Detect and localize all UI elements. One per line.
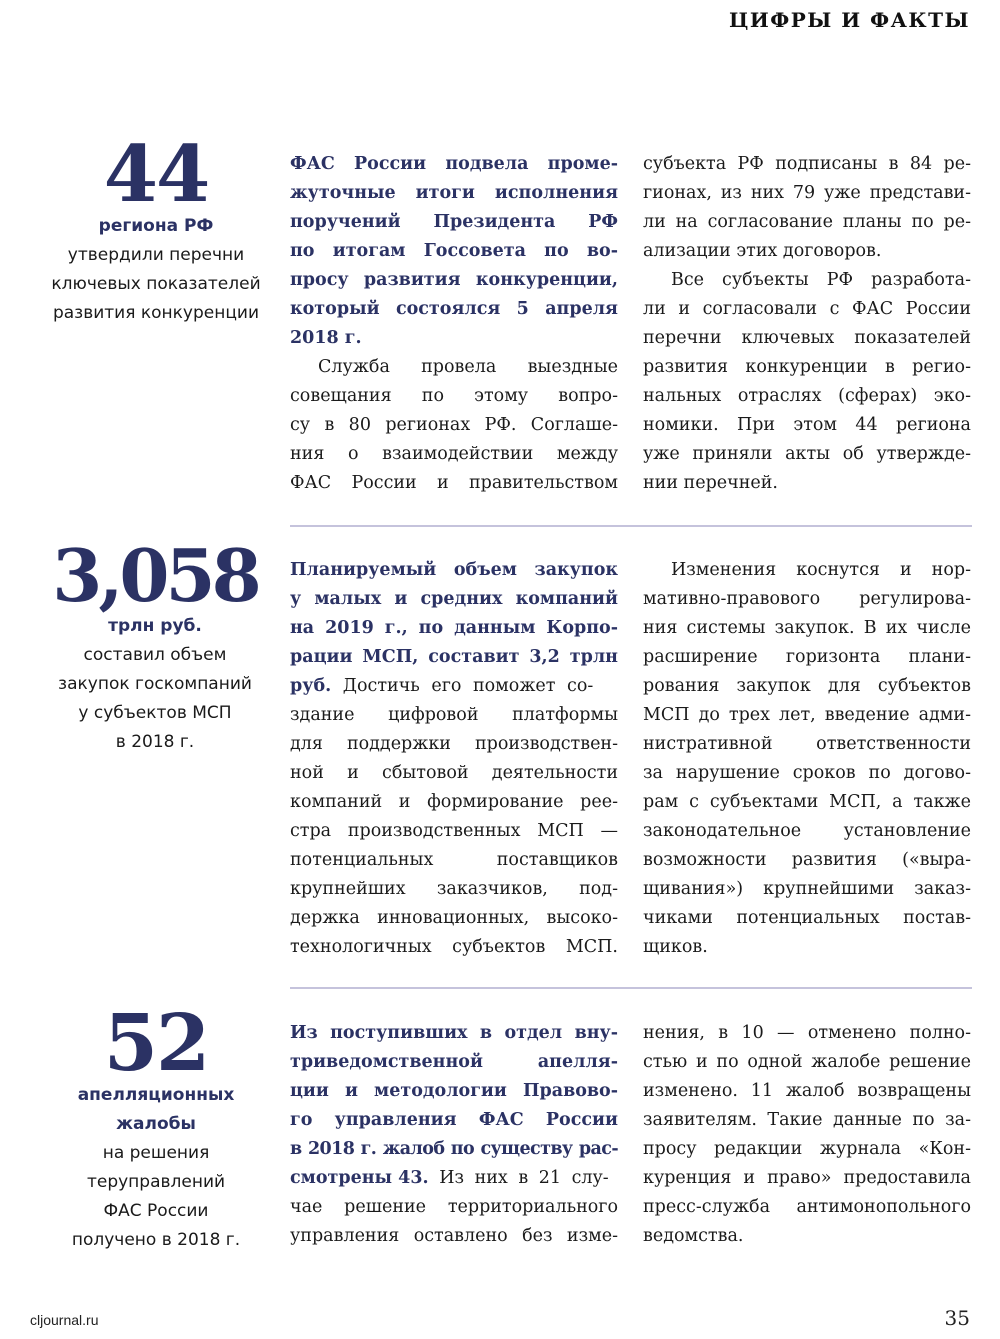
text-line: перечни ключевых показателей	[643, 328, 971, 348]
stat-unit: апелляционных	[77, 1085, 235, 1105]
stat-desc-line: в 2018 г.	[115, 732, 195, 752]
stat-unit: жалобы	[116, 1114, 196, 1134]
text-line: развития конкуренции в регио-	[643, 357, 971, 377]
text-line: чае решение территориального	[290, 1197, 618, 1217]
text-line: стью и по одной жалобе решение	[643, 1052, 971, 1072]
text-line: поручений Президента РФ	[290, 212, 618, 232]
text-line: для поддержки производствен-	[290, 734, 618, 754]
text-line: ФАС России подвела проме-	[290, 154, 618, 174]
text-line: 2018 г.	[290, 328, 362, 348]
text-line: нистративной ответственности	[643, 734, 971, 754]
section-title: ЦИФРЫ И ФАКТЫ	[729, 8, 970, 32]
text-line: Из поступивших в отдел вну-	[290, 1023, 618, 1043]
text-line: ли на согласование планы по ре-	[643, 212, 971, 232]
text-line-mixed	[290, 1164, 618, 1193]
article-column-2a	[290, 556, 618, 962]
text-line: потенциальных поставщиков	[290, 850, 618, 870]
lead-bold-end: руб.	[290, 676, 332, 696]
text-line: нии перечней.	[643, 473, 778, 493]
text-line: нальных отраслях (сферах) эко-	[643, 386, 971, 406]
text-line: на 2019 г., по данным Корпо-	[290, 618, 618, 638]
stat-desc-line: ФАС России	[103, 1201, 209, 1221]
text-line: здание цифровой платформы	[290, 705, 618, 725]
text-line-mixed	[290, 672, 618, 701]
text-line: мативно-правового регулирова-	[643, 589, 971, 609]
text-line: нения, в 10 — отменено полно-	[643, 1023, 971, 1043]
text-line: компаний и формирование рее-	[290, 792, 618, 812]
text-run: Из них в 21 слу-	[428, 1168, 609, 1188]
text-line: рования закупок для субъектов	[643, 676, 971, 696]
text-line: управления оставлено без изме-	[290, 1226, 618, 1246]
text-line: Все субъекты РФ разработа-	[671, 270, 971, 290]
text-line: Планируемый объем закупок	[290, 560, 618, 580]
site-url: cljournal.ru	[30, 1312, 99, 1328]
stat-unit: региона РФ	[98, 216, 214, 236]
text-line: жуточные итоги исполнения	[290, 183, 618, 203]
text-line: ния о взаимодействии между	[290, 444, 618, 464]
text-line: ведомства.	[643, 1226, 744, 1246]
article-column-3b	[643, 1019, 971, 1251]
text-line: Изменения коснутся и нор-	[671, 560, 971, 580]
text-line: технологичных субъектов МСП.	[290, 937, 618, 957]
stat-desc-line: составил объем	[83, 645, 227, 665]
article-column-1a	[290, 150, 618, 498]
text-line: законодательное установление	[643, 821, 971, 841]
article-column-3a	[290, 1019, 618, 1251]
stat-desc-line: на решения	[102, 1143, 210, 1163]
stat-block-regions	[40, 129, 272, 328]
text-line: стра производственных МСП —	[290, 821, 618, 841]
text-run: Достичь его поможет со-	[331, 676, 594, 696]
text-line: крупнейших заказчиков, под-	[290, 879, 618, 899]
text-line: в 2018 г. жалоб по существу рас-	[290, 1139, 618, 1159]
text-line: рации МСП, составит 3,2 трлн	[290, 647, 618, 667]
section-divider	[290, 987, 972, 989]
text-line: ли и согласовали с ФАС России	[643, 299, 971, 319]
text-line: ной и сбытовой деятельности	[290, 763, 618, 783]
text-line: куренция и право» предоставила	[643, 1168, 971, 1188]
stat-value: 52	[103, 998, 209, 1089]
text-line: ФАС России и правительством	[290, 473, 618, 493]
text-line: чиками потенциальных постав-	[643, 908, 971, 928]
text-line: су в 80 регионах РФ. Соглаше-	[290, 415, 618, 435]
stat-desc-line: ключевых показателей	[51, 274, 261, 294]
stat-value: 3,058	[52, 533, 258, 618]
text-line: го управления ФАС России	[290, 1110, 618, 1130]
text-line: возможности развития («выра-	[643, 850, 971, 870]
page-number: 35	[944, 1306, 970, 1330]
text-line: щивания») крупнейшими заказ-	[643, 879, 971, 899]
stat-block-appeals	[40, 998, 272, 1255]
text-line: ализации этих договоров.	[643, 241, 882, 261]
text-line: щиков.	[643, 937, 708, 957]
stat-desc-line: получено в 2018 г.	[71, 1230, 241, 1250]
text-line: ции и методологии Правово-	[290, 1081, 618, 1101]
text-line: держка инновационных, высоко-	[290, 908, 618, 928]
text-line: МСП до трех лет, введение адми-	[643, 705, 971, 725]
text-line: который состоялся 5 апреля	[290, 299, 618, 319]
lead-bold-end: смотрены 43.	[290, 1168, 429, 1188]
stat-value: 44	[103, 129, 209, 220]
stat-desc-line: закупок госкомпаний	[58, 674, 252, 694]
text-line: изменено. 11 жалоб возвращены	[643, 1081, 971, 1101]
stat-desc-line: утвердили перечни	[67, 245, 245, 265]
text-line: ния системы закупок. В их числе	[643, 618, 971, 638]
text-line: гионах, из них 79 уже представи-	[643, 183, 971, 203]
stat-block-procurement	[30, 533, 280, 757]
text-line: у малых и средних компаний	[290, 589, 618, 609]
text-line: совещания по этому вопро-	[290, 386, 618, 406]
stat-desc-line: у субъектов МСП	[78, 703, 232, 723]
text-line: субъекта РФ подписаны в 84 ре-	[643, 154, 971, 174]
article-column-2b	[643, 556, 971, 962]
text-line: по итогам Госсовета по во-	[290, 241, 618, 261]
article-column-1b	[643, 150, 971, 498]
text-line: номики. При этом 44 региона	[643, 415, 971, 435]
stat-desc-line: теруправлений	[86, 1172, 226, 1192]
text-line: просу развития конкуренции,	[290, 270, 618, 290]
text-line: просу редакции журнала «Кон-	[643, 1139, 971, 1159]
stat-desc-line: развития конкуренции	[52, 303, 260, 323]
text-line: уже приняли акты об утвержде-	[643, 444, 971, 464]
text-line: заявителям. Такие данные по за-	[643, 1110, 971, 1130]
text-line: рам с субъектами МСП, а также	[643, 792, 971, 812]
text-line: пресс-служба антимонопольного	[643, 1197, 971, 1217]
stat-unit: трлн руб.	[108, 616, 202, 636]
text-line: триведомственной апелля-	[290, 1052, 618, 1072]
section-divider	[290, 525, 972, 527]
text-line: расширение горизонта плани-	[643, 647, 971, 667]
text-line: за нарушение сроков по догово-	[643, 763, 971, 783]
text-line: Служба провела выездные	[318, 357, 618, 377]
